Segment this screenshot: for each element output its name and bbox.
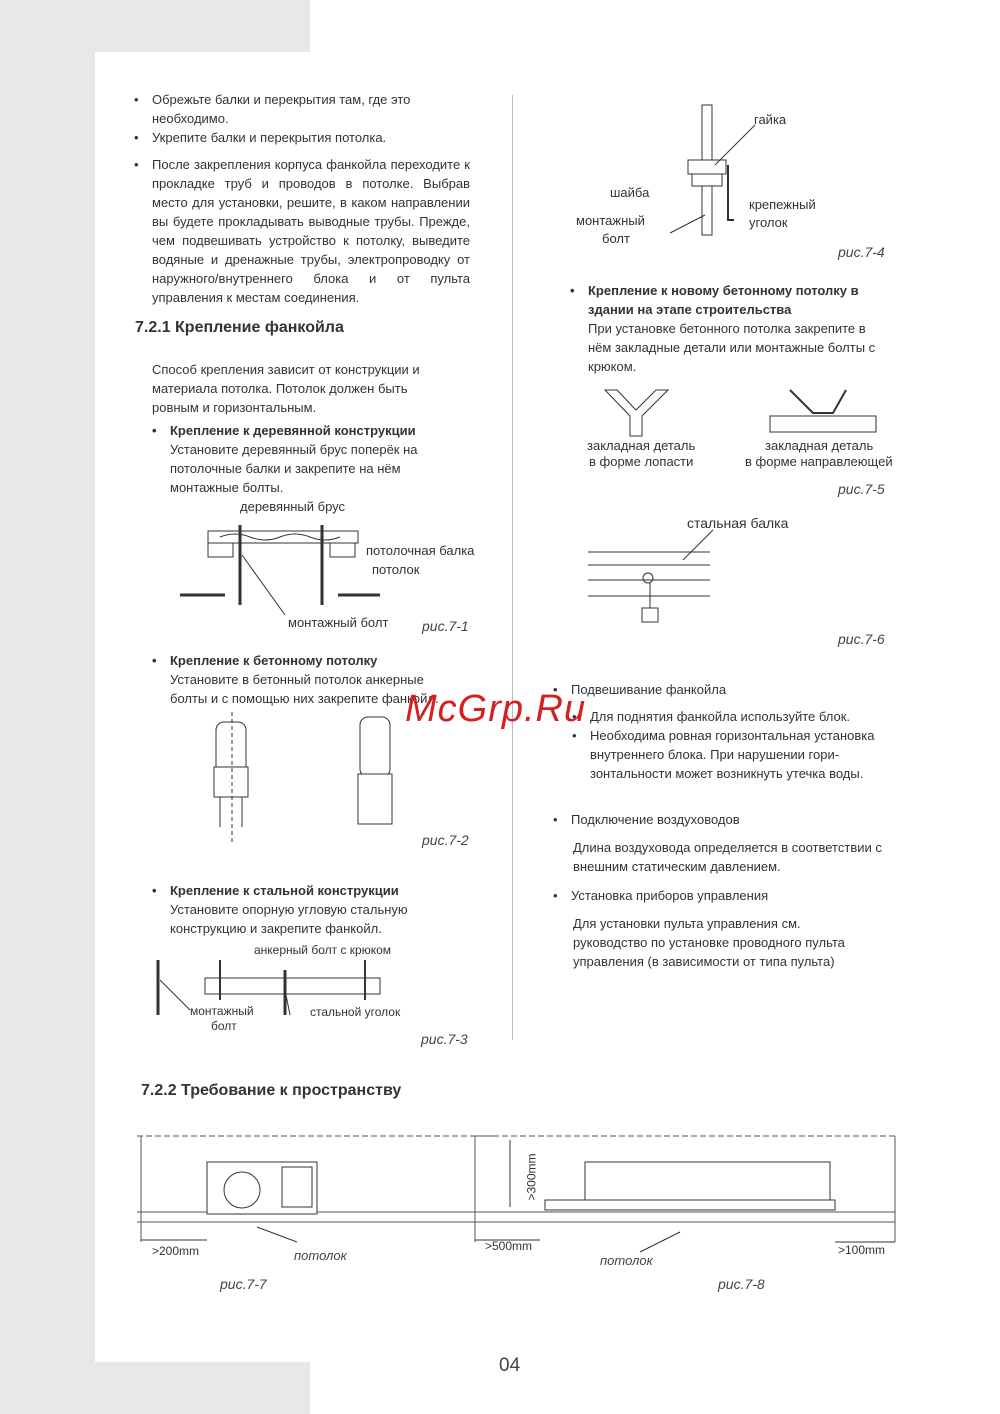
label-part: в форме лопасти xyxy=(589,454,694,469)
label-bolt: монтажный xyxy=(576,213,645,228)
label-steel-beam: стальная балка xyxy=(687,515,789,531)
subheading: • Крепление к деревянной конструкции xyxy=(170,421,416,440)
label-bolt: болт xyxy=(211,1019,237,1033)
label-part: закладная деталь xyxy=(587,438,696,453)
page-number: 04 xyxy=(499,1355,521,1376)
figure-caption: рис.7-2 xyxy=(422,832,469,848)
figure-caption: рис.7-8 xyxy=(718,1276,765,1292)
label-angle: крепежный xyxy=(749,197,816,212)
bullet-item: • Для поднятия фанкойла используйте блок. xyxy=(590,707,890,726)
watermark: McGrp.Ru xyxy=(405,688,587,730)
label-part: в форме направлеющей xyxy=(745,454,893,469)
paragraph: Установите опорную угловую стальную конструкцию и закрепите фанкойл. xyxy=(170,902,408,936)
paragraph: Установите в бетонный потолок анкерные болты и с помощью них закрепите фанкойл. xyxy=(170,672,439,706)
bullet-item: • Установка приборов управления xyxy=(571,886,768,905)
section-heading: 7.2.2 Требование к пространству xyxy=(141,1082,402,1099)
label-anchor: анкерный болт с крюком xyxy=(254,943,392,957)
page-margin xyxy=(0,0,95,1414)
subheading: • Крепление к новому бетонному потолку в здании на этапе строительства xyxy=(588,281,888,319)
figure-steel-beam xyxy=(588,530,713,645)
paragraph: Длина воздуховода определяется в соответствии с внешним статическим давлением. xyxy=(573,840,882,874)
label-part: закладная деталь xyxy=(765,438,874,453)
figure-anchor-bolts xyxy=(210,712,390,847)
label-angle: стальной уголок xyxy=(310,1005,401,1019)
subheading: • Крепление к бетонному потолку xyxy=(170,651,377,670)
label-ceiling: потолок xyxy=(294,1248,347,1263)
dimension-label: >200mm xyxy=(152,1244,200,1258)
page-margin xyxy=(0,1362,310,1414)
label-ceiling: потолок xyxy=(600,1253,653,1268)
bullet-item: • Подключение воздуховодов xyxy=(571,810,740,829)
figure-caption: рис.7-6 xyxy=(838,631,885,647)
figure-caption: рис.7-1 xyxy=(422,618,469,634)
subheading: • Крепление к стальной конструкции xyxy=(170,881,399,900)
figure-caption: рис.7-4 xyxy=(838,244,885,260)
label-nut: гайка xyxy=(754,112,787,127)
label-joist: потолочная балка xyxy=(366,543,475,558)
figure-caption: рис.7-7 xyxy=(220,1276,267,1292)
section-heading: 7.2.1 Крепление фанкойла xyxy=(135,319,344,336)
bullet-item: • Необходима ровная горизонтальная установка внутреннего блока. При нарушении гори-зонтальности может возникнуть утечка воды. xyxy=(590,726,890,783)
bullet-item: • Подвешивание фанкойла xyxy=(571,680,726,699)
label-washer: шайба xyxy=(610,185,650,200)
label-ceiling: потолок xyxy=(372,562,420,577)
label-wood-beam: деревянный брус xyxy=(240,499,346,514)
label-bolt: монтажный болт xyxy=(288,615,389,630)
figure-bolt-nut xyxy=(670,105,750,240)
bullet-item: • Укрепите балки и перекрытия потолка. xyxy=(152,128,452,147)
figure-space-side xyxy=(137,1132,497,1247)
dimension-label: >500mm xyxy=(485,1239,533,1253)
column-divider xyxy=(512,95,513,1040)
dimension-label: >300mm xyxy=(524,1153,539,1201)
label-angle: уголок xyxy=(749,215,788,230)
paragraph: Способ крепления зависит от конструкции и материала потолка. Потолок должен быть ровным и горизонтальным. xyxy=(152,362,420,415)
figure-caption: рис.7-3 xyxy=(421,1031,468,1047)
figure-embedded-parts xyxy=(600,388,890,438)
dimension-label: >100mm xyxy=(838,1243,886,1257)
paragraph: При установке бетонного потолка закрепите в нём закладные детали или монтажные болты с крюком. xyxy=(588,321,876,374)
label-bolt: монтажный xyxy=(190,1004,254,1018)
figure-caption: рис.7-5 xyxy=(838,481,885,497)
bullet-item: • Обрежьте балки и перекрытия там, где это необходимо. xyxy=(152,90,452,128)
paragraph: Для установки пульта управления см. руководство по установке проводного пульта управления (в зависимости от типа пульта) xyxy=(573,916,845,969)
bullet-item: • После закрепления корпуса фанкойла переходите к прокладке труб и проводов в потолке. Выбрав место для установки, решите, в каком направлении вы будете прокладывать выводные трубы. Прежде, чем подвешивать устройство к потолку, выведите водяные и дренажные трубы, электропроводку от наружного/внутреннего блока и от пульта управления к местам соединения. xyxy=(152,155,470,307)
label-bolt: болт xyxy=(602,231,630,246)
paragraph: Установите деревянный брус поперёк на потолочные балки и закрепите на нём монтажные болты. xyxy=(170,442,418,495)
